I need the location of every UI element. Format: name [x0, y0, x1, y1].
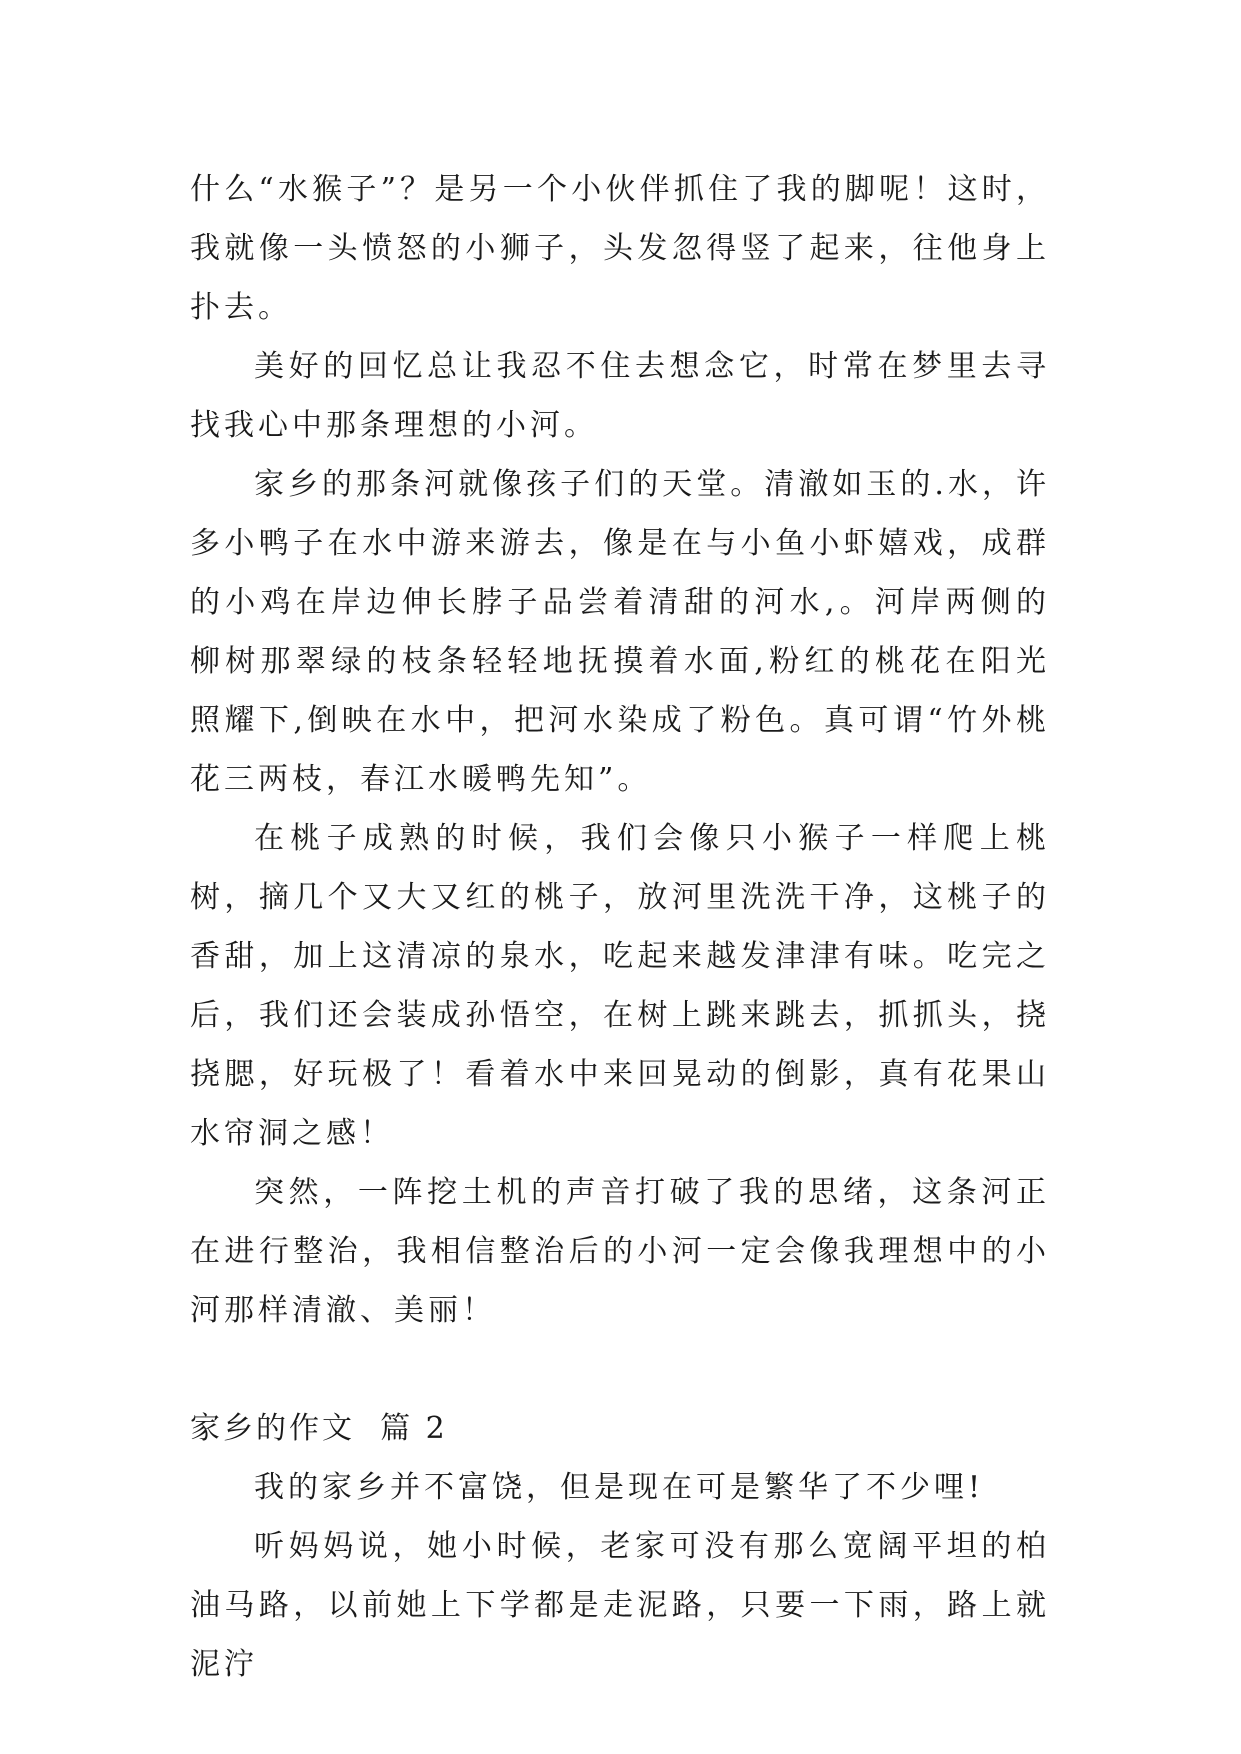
paragraph: 在桃子成熟的时候，我们会像只小猴子一样爬上桃树，摘几个又大又红的桃子，放河里洗洗干净，这桃子的香甜，加上这清凉的泉水，吃起来越发津津有味。吃完之后，我们还会装成孙悟空，在树上跳来跳去，抓抓头，挠挠腮，好玩极了！看着水中来回晃动的倒影，真有花果山水帘洞之感！ [190, 821, 1050, 1151]
paragraph: 听妈妈说，她小时候，老家可没有那么宽阔平坦的柏油马路，以前她上下学都是走泥路，只要一下雨，路上就泥泞 [190, 1529, 1050, 1682]
paragraph: 美好的回忆总让我忍不住去想念它，时常在梦里去寻找我心中那条理想的小河。 [190, 349, 1050, 443]
section-title: 家乡的作文 篇 2 [190, 1411, 448, 1446]
paragraph: 我的家乡并不富饶，但是现在可是繁华了不少哩! [254, 1470, 985, 1505]
paragraph: 突然，一阵挖土机的声音打破了我的思绪，这条河正在进行整治，我相信整治后的小河一定会像我理想中的小河那样清澈、美丽！ [190, 1175, 1050, 1328]
document-body [190, 160, 1050, 1694]
paragraph-continued: 什么“水猴子”？是另一个小伙伴抓住了我的脚呢！这时，我就像一头愤怒的小狮子，头发忽得竖了起来，往他身上扑去。 [190, 172, 1050, 325]
paragraph: 家乡的那条河就像孩子们的天堂。清澈如玉的.水，许多小鸭子在水中游来游去，像是在与小鱼小虾嬉戏，成群的小鸡在岸边伸长脖子品尝着清甜的河水,。河岸两侧的柳树那翠绿的枝条轻轻地抚摸着水面,粉红的桃花在阳光照耀下,倒映在水中，把河水染成了粉色。真可谓“竹外桃花三两枝，春江水暖鸭先知”。 [190, 467, 1050, 797]
